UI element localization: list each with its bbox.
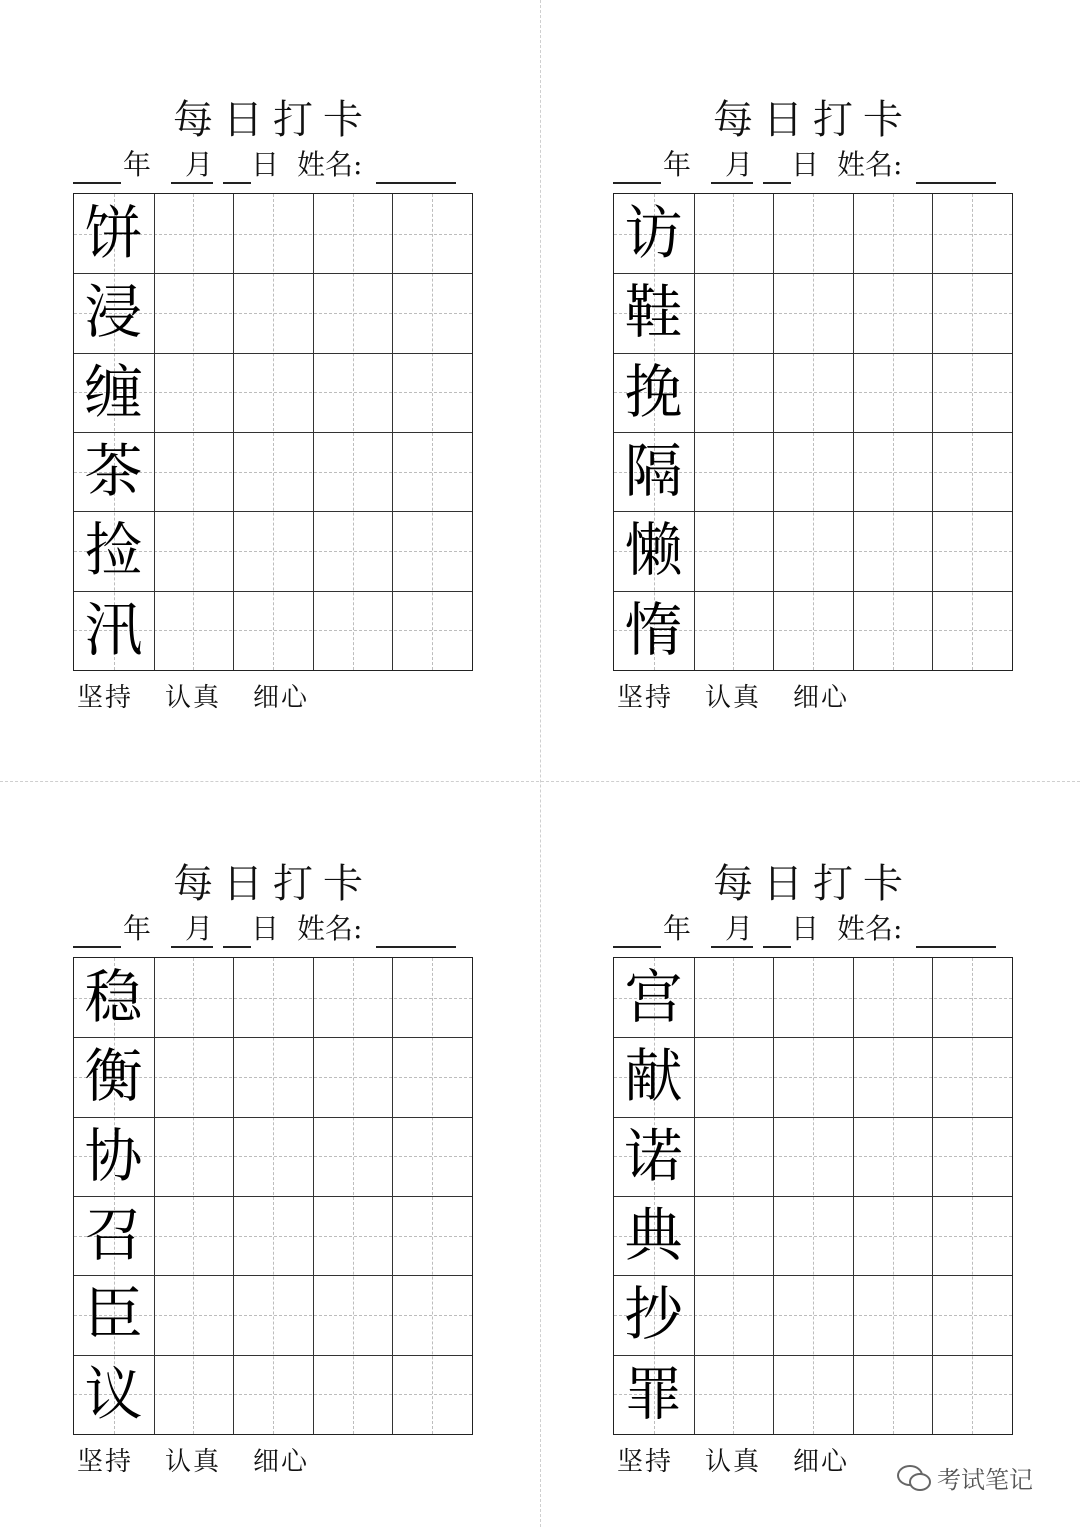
- model-character: 懒: [624, 516, 683, 585]
- model-character: 献: [624, 1042, 683, 1111]
- date-name-line: [613, 910, 1013, 948]
- practice-cell[interactable]: [154, 1196, 233, 1275]
- practice-cell[interactable]: [313, 432, 392, 511]
- month-label: 月: [725, 912, 754, 945]
- fill-in-blank[interactable]: [376, 182, 456, 184]
- practice-cell[interactable]: [694, 1037, 773, 1116]
- practice-cell[interactable]: [233, 194, 312, 273]
- practice-cell[interactable]: [233, 1355, 312, 1434]
- practice-cell[interactable]: [392, 511, 471, 590]
- practice-cell[interactable]: [932, 958, 1011, 1037]
- wechat-icon: [897, 1463, 931, 1491]
- motto-word: 认真: [705, 1447, 762, 1477]
- practice-cell[interactable]: [853, 194, 932, 273]
- model-character: 召: [84, 1200, 143, 1269]
- practice-cell[interactable]: [233, 1196, 312, 1275]
- practice-cell[interactable]: [694, 591, 773, 670]
- practice-cell[interactable]: [853, 1275, 932, 1354]
- year-label: 年: [663, 148, 692, 181]
- practice-card: [73, 764, 473, 1477]
- practice-cell[interactable]: [932, 432, 1011, 511]
- practice-cell[interactable]: [392, 1355, 471, 1434]
- practice-cell[interactable]: [154, 1355, 233, 1434]
- card-title: 每日打卡: [713, 861, 913, 907]
- practice-cell[interactable]: [773, 1037, 852, 1116]
- fill-in-blank[interactable]: [916, 182, 996, 184]
- practice-cell[interactable]: [392, 1275, 471, 1354]
- date-name-line: [73, 146, 473, 184]
- practice-cell[interactable]: [694, 273, 773, 352]
- model-character: 饼: [84, 199, 143, 267]
- model-character: 罪: [624, 1359, 683, 1428]
- practice-cell[interactable]: [773, 1196, 852, 1275]
- fill-in-blank[interactable]: [916, 946, 996, 948]
- model-character: 宫: [624, 963, 683, 1031]
- practice-cell[interactable]: [773, 1275, 852, 1354]
- model-character: 议: [84, 1359, 143, 1428]
- fill-in-blank[interactable]: [613, 182, 661, 184]
- model-character: 协: [84, 1121, 143, 1190]
- fill-in-blank[interactable]: [376, 946, 456, 948]
- practice-cell[interactable]: [932, 273, 1011, 352]
- model-character: 稳: [84, 963, 143, 1031]
- practice-cell[interactable]: [694, 1196, 773, 1275]
- motto-word: 坚持: [77, 1447, 134, 1477]
- practice-cell[interactable]: [392, 432, 471, 511]
- model-character: 典: [624, 1200, 683, 1269]
- practice-cell[interactable]: [853, 511, 932, 590]
- practice-cell[interactable]: [932, 1037, 1011, 1116]
- practice-cell[interactable]: [932, 353, 1011, 432]
- vertical-cut-line: [540, 0, 541, 1527]
- name-label: 姓名:: [837, 148, 903, 181]
- practice-cell[interactable]: [853, 273, 932, 352]
- practice-cell[interactable]: [853, 591, 932, 670]
- practice-cell[interactable]: [773, 432, 852, 511]
- motto-word: 认真: [165, 683, 222, 713]
- practice-cell[interactable]: [392, 194, 471, 273]
- practice-cell[interactable]: [154, 353, 233, 432]
- practice-cell[interactable]: [773, 1117, 852, 1196]
- motto-word: 坚持: [617, 1447, 674, 1477]
- practice-cell[interactable]: [154, 194, 233, 273]
- watermark: [897, 1459, 1033, 1495]
- practice-cell[interactable]: [313, 511, 392, 590]
- practice-cell[interactable]: [773, 353, 852, 432]
- day-label: 日: [791, 148, 820, 181]
- practice-cell[interactable]: [154, 273, 233, 352]
- practice-cell[interactable]: [392, 958, 471, 1037]
- model-character: 汛: [84, 595, 143, 664]
- practice-cell[interactable]: [773, 1355, 852, 1434]
- practice-cell[interactable]: [694, 1355, 773, 1434]
- practice-cell[interactable]: [313, 273, 392, 352]
- practice-cell[interactable]: [154, 958, 233, 1037]
- day-label: 日: [251, 148, 280, 181]
- motto-word: 细心: [253, 683, 310, 713]
- practice-cell[interactable]: [932, 194, 1011, 273]
- practice-cell[interactable]: [313, 1196, 392, 1275]
- model-character: 诺: [624, 1121, 683, 1190]
- year-label: 年: [123, 148, 152, 181]
- motto-word: 细心: [793, 683, 850, 713]
- model-character: 茶: [84, 436, 143, 505]
- practice-cell[interactable]: [392, 1196, 471, 1275]
- practice-cell[interactable]: [233, 1275, 312, 1354]
- practice-cell[interactable]: [313, 591, 392, 670]
- fill-in-blank[interactable]: [763, 182, 791, 184]
- practice-cell[interactable]: [233, 273, 312, 352]
- practice-cell[interactable]: [313, 353, 392, 432]
- watermark-text: 考试笔记: [937, 1465, 1033, 1494]
- model-character: 抄: [624, 1280, 683, 1349]
- motto-footer: [77, 680, 473, 716]
- practice-cell[interactable]: [233, 353, 312, 432]
- practice-cell[interactable]: [853, 1037, 932, 1116]
- practice-cell[interactable]: [313, 958, 392, 1037]
- practice-cell[interactable]: [233, 432, 312, 511]
- motto-word: 细心: [253, 1447, 310, 1477]
- month-label: 月: [185, 148, 214, 181]
- practice-cell[interactable]: [233, 958, 312, 1037]
- motto-word: 坚持: [77, 683, 134, 713]
- practice-cell[interactable]: [233, 591, 312, 670]
- motto-word: 细心: [793, 1447, 850, 1477]
- practice-cell[interactable]: [932, 591, 1011, 670]
- practice-card: [613, 0, 1013, 713]
- practice-cell[interactable]: [392, 353, 471, 432]
- practice-cell[interactable]: [313, 1037, 392, 1116]
- fill-in-blank[interactable]: [73, 946, 121, 948]
- writing-grid: [73, 193, 473, 671]
- practice-cell[interactable]: [773, 958, 852, 1037]
- motto-word: 认真: [165, 1447, 222, 1477]
- practice-cell[interactable]: [154, 1275, 233, 1354]
- model-character: 缠: [84, 357, 143, 426]
- fill-in-blank[interactable]: [763, 946, 791, 948]
- practice-cell[interactable]: [773, 591, 852, 670]
- practice-cell[interactable]: [392, 273, 471, 352]
- practice-cell[interactable]: [392, 1117, 471, 1196]
- year-label: 年: [663, 912, 692, 945]
- practice-cell[interactable]: [773, 511, 852, 590]
- model-character: 隔: [624, 436, 683, 505]
- model-character: 衡: [84, 1042, 143, 1111]
- name-label: 姓名:: [297, 912, 363, 945]
- year-label: 年: [123, 912, 152, 945]
- model-character: 捡: [84, 516, 143, 585]
- fill-in-blank[interactable]: [223, 946, 251, 948]
- practice-cell[interactable]: [233, 511, 312, 590]
- practice-cell[interactable]: [154, 591, 233, 670]
- model-character: 惰: [624, 595, 683, 664]
- date-name-line: [73, 910, 473, 948]
- practice-cell[interactable]: [932, 1196, 1011, 1275]
- practice-cell[interactable]: [853, 1196, 932, 1275]
- practice-cell[interactable]: [392, 1037, 471, 1116]
- writing-grid: [613, 193, 1013, 671]
- motto-word: 坚持: [617, 683, 674, 713]
- model-character: 挽: [624, 357, 683, 426]
- writing-grid: [613, 957, 1013, 1435]
- practice-cell[interactable]: [154, 1117, 233, 1196]
- practice-cell[interactable]: [694, 1117, 773, 1196]
- model-character: 访: [624, 199, 683, 267]
- motto-footer: [77, 1444, 473, 1480]
- date-name-line: [613, 146, 1013, 184]
- fill-in-blank[interactable]: [613, 946, 661, 948]
- card-title: 每日打卡: [713, 97, 913, 143]
- writing-grid: [73, 957, 473, 1435]
- practice-cell[interactable]: [694, 432, 773, 511]
- practice-card: [73, 0, 473, 713]
- fill-in-blank[interactable]: [223, 182, 251, 184]
- practice-cell[interactable]: [154, 432, 233, 511]
- practice-cell[interactable]: [392, 591, 471, 670]
- card-title: 每日打卡: [173, 861, 373, 907]
- practice-cell[interactable]: [313, 1355, 392, 1434]
- name-label: 姓名:: [837, 912, 903, 945]
- day-label: 日: [791, 912, 820, 945]
- model-character: 臣: [84, 1280, 143, 1349]
- practice-cell[interactable]: [694, 1275, 773, 1354]
- practice-cell[interactable]: [694, 958, 773, 1037]
- motto-word: 认真: [705, 683, 762, 713]
- practice-cell[interactable]: [694, 511, 773, 590]
- practice-cell[interactable]: [694, 194, 773, 273]
- practice-cell[interactable]: [694, 353, 773, 432]
- practice-cell[interactable]: [853, 432, 932, 511]
- practice-cell[interactable]: [154, 1037, 233, 1116]
- practice-cell[interactable]: [853, 1117, 932, 1196]
- card-title: 每日打卡: [173, 97, 373, 143]
- practice-cell[interactable]: [932, 1355, 1011, 1434]
- practice-cell[interactable]: [233, 1037, 312, 1116]
- motto-footer: [617, 680, 1013, 716]
- practice-cell[interactable]: [853, 1355, 932, 1434]
- name-label: 姓名:: [297, 148, 363, 181]
- practice-cell[interactable]: [313, 1275, 392, 1354]
- practice-cell[interactable]: [932, 511, 1011, 590]
- practice-cell[interactable]: [932, 1117, 1011, 1196]
- model-character: 浸: [84, 278, 143, 347]
- practice-card: [613, 764, 1013, 1477]
- practice-cell[interactable]: [773, 273, 852, 352]
- fill-in-blank[interactable]: [73, 182, 121, 184]
- day-label: 日: [251, 912, 280, 945]
- practice-cell[interactable]: [233, 1117, 312, 1196]
- practice-cell[interactable]: [773, 194, 852, 273]
- practice-cell[interactable]: [154, 511, 233, 590]
- month-label: 月: [725, 148, 754, 181]
- model-character: 鞋: [624, 278, 683, 347]
- month-label: 月: [185, 912, 214, 945]
- practice-cell[interactable]: [932, 1275, 1011, 1354]
- practice-cell[interactable]: [853, 353, 932, 432]
- practice-cell[interactable]: [313, 1117, 392, 1196]
- practice-cell[interactable]: [853, 958, 932, 1037]
- practice-cell[interactable]: [313, 194, 392, 273]
